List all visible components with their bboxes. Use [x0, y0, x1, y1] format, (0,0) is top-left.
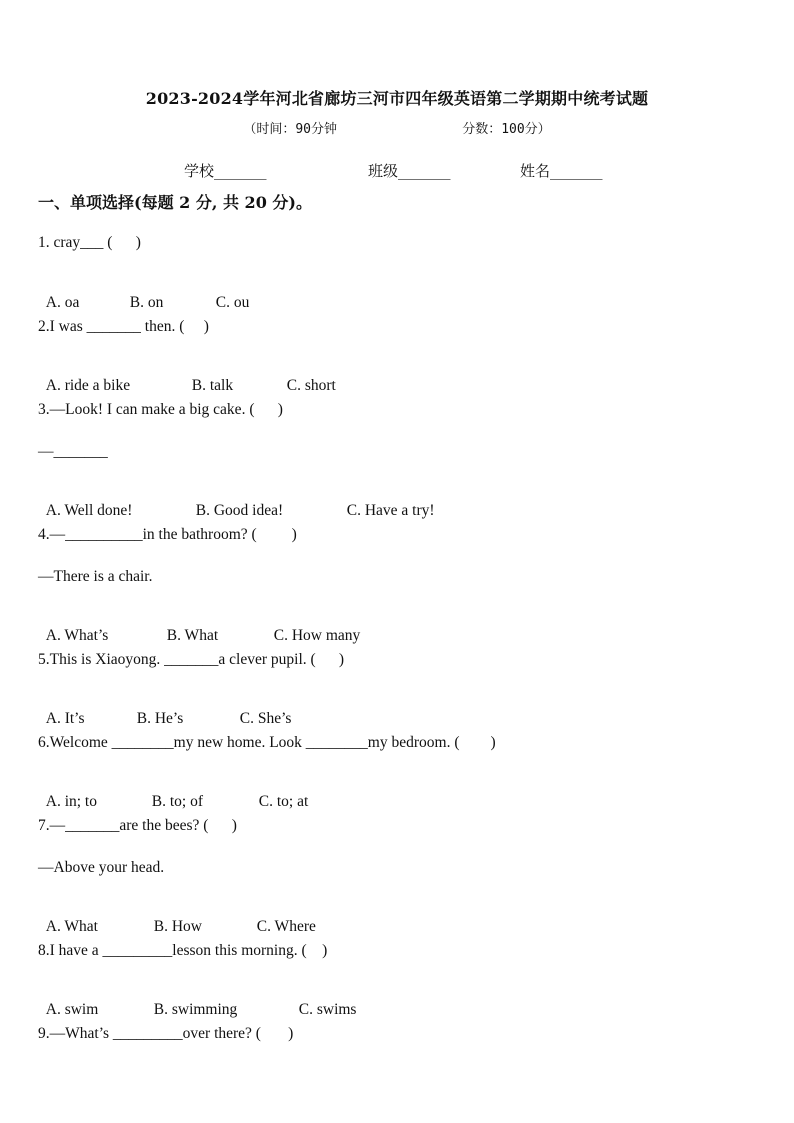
option-a[interactable]: A. Well done! [45, 502, 133, 519]
question-stem: 2.I was _______ then. ( ) [38, 318, 209, 335]
option-c[interactable]: C. to; at [258, 793, 309, 810]
question-stem: 6.Welcome ________my new home. Look ________my bedroom. ( ) [38, 734, 496, 751]
option-b[interactable]: B. talk [191, 377, 234, 394]
option-c[interactable]: C. Have a try! [346, 502, 435, 519]
option-b[interactable]: B. on [129, 294, 164, 311]
question-stem: 7.—_______are the bees? ( ) [38, 817, 237, 834]
option-a[interactable]: A. oa [45, 294, 80, 311]
question-stem: 9.—What’s _________over there? ( ) [38, 1025, 294, 1042]
page-title: 2023-2024学年河北省廊坊三河市四年级英语第二学期期中统考试题 [145, 89, 649, 108]
class-field[interactable]: 班级_______ [368, 162, 451, 180]
question-options [38, 609, 360, 645]
student-info-row [0, 160, 794, 180]
option-c[interactable]: C. short [286, 377, 336, 394]
option-b[interactable]: B. He’s [136, 710, 184, 727]
question-stem: 4.—__________in the bathroom? ( ) [38, 526, 297, 543]
option-b[interactable]: B. What [166, 627, 219, 644]
question-stem-line: —Above your head. [38, 859, 165, 876]
question-options [38, 276, 249, 312]
option-c[interactable]: C. Where [256, 918, 316, 935]
question-stem-line: —_______ [38, 443, 108, 460]
option-a[interactable]: A. What [45, 918, 98, 935]
name-field[interactable]: 姓名_______ [520, 162, 603, 180]
option-b[interactable]: B. Good idea! [195, 502, 284, 519]
option-a[interactable]: A. It’s [45, 710, 85, 727]
question-options [38, 900, 316, 936]
exam-time-score: （时间：90分钟 分数：100分） [243, 122, 551, 137]
option-a[interactable]: A. in; to [45, 793, 97, 810]
question-stem: 8.I have a _________lesson this morning. ( ) [38, 942, 328, 959]
question-options [38, 983, 356, 1019]
option-b[interactable]: B. to; of [151, 793, 203, 810]
question-stem-line: —There is a chair. [38, 568, 153, 585]
option-b[interactable]: B. How [153, 918, 202, 935]
question-options [38, 484, 435, 520]
option-b[interactable]: B. swimming [153, 1001, 238, 1018]
question-options [38, 359, 336, 395]
question-options [38, 775, 308, 811]
question-options [38, 692, 291, 728]
option-c[interactable]: C. swims [298, 1001, 357, 1018]
question-stem: 5.This is Xiaoyong. _______a clever pupil. ( ) [38, 651, 345, 668]
option-a[interactable]: A. ride a bike [45, 377, 131, 394]
option-c[interactable]: C. How many [273, 627, 361, 644]
question-stem: 3.—Look! I can make a big cake. ( ) [38, 401, 283, 418]
option-c[interactable]: C. ou [215, 294, 250, 311]
option-a[interactable]: A. swim [45, 1001, 99, 1018]
option-c[interactable]: C. She’s [239, 710, 292, 727]
question-stem: 1. cray___ ( ) [38, 234, 141, 251]
option-a[interactable]: A. What’s [45, 627, 109, 644]
school-field[interactable]: 学校_______ [184, 162, 267, 180]
section-heading: 一、单项选择(每题 2 分, 共 20 分)。 [38, 193, 312, 212]
